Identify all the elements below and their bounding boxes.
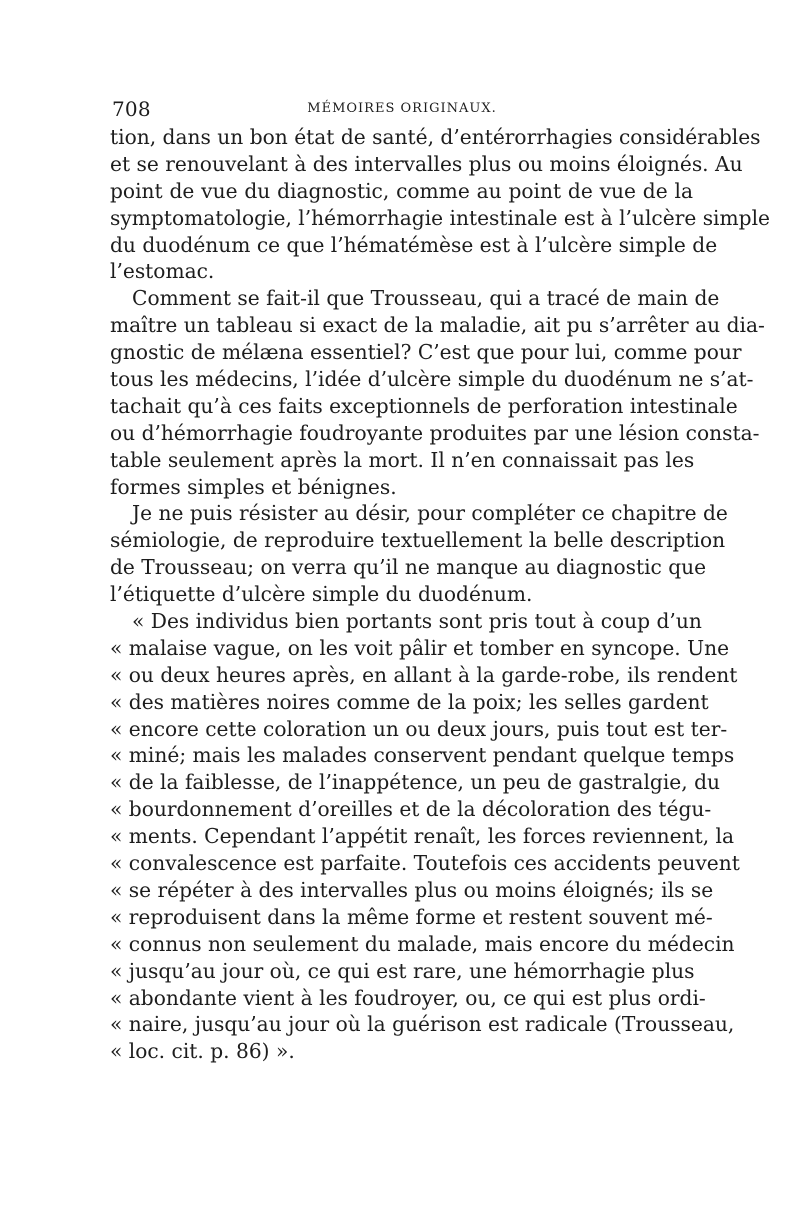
quote-line: « Des individus bien portants sont pris tout à coup d’un: [132, 609, 702, 634]
text-line: Je ne puis résister au désir, pour compléter ce chapitre de: [132, 501, 728, 526]
text-line: ou d’hémorrhagie foudroyante produites par une lésion consta-: [110, 420, 760, 445]
text-line: table seulement après la mort. Il n’en connaissait pas les: [110, 447, 695, 472]
running-head: MÉMOIRES ORIGINAUX.: [307, 101, 497, 116]
quote-line: « encore cette coloration un ou deux jours, puis tout est ter-: [110, 716, 728, 741]
quote-line: « des matières noires comme de la poix; les selles gardent: [110, 689, 709, 714]
quote-line: « abondante vient à les foudroyer, ou, ce qui est plus ordi-: [110, 985, 706, 1010]
page-header: [112, 97, 692, 121]
text-line: tion, dans un bon état de santé, d’entérorrhagies considérables: [110, 125, 761, 149]
body-text: [110, 124, 770, 1065]
quote-line: « bourdonnement d’oreilles et de la décoloration des tégu-: [110, 797, 712, 822]
text-line: l’étiquette d’ulcère simple du duodénum.: [110, 582, 533, 607]
quote-line: « convalescence est parfaite. Toutefois ces accidents peuvent: [110, 851, 740, 876]
quote-line: « se répéter à des intervalles plus ou moins éloignés; ils se: [110, 877, 714, 902]
text-line: l’estomac.: [110, 259, 215, 284]
text-line: sémiologie, de reproduire textuellement la belle description: [110, 528, 726, 553]
page-number: 708: [112, 97, 151, 121]
text-line: Comment se fait-il que Trousseau, qui a tracé de main de: [132, 286, 720, 311]
text-line: maître un tableau si exact de la maladie, ait pu s’arrêter au dia-: [110, 313, 765, 338]
quote-line: « ou deux heures après, en allant à la garde-robe, ils rendent: [110, 662, 738, 687]
text-line: de Trousseau; on verra qu’il ne manque au diagnostic que: [110, 555, 707, 580]
text-line: gnostic de mélæna essentiel? C’est que pour lui, comme pour: [110, 340, 742, 365]
quote-line: « malaise vague, on les voit pâlir et tomber en syncope. Une: [110, 635, 730, 660]
quote-line: « connus non seulement du malade, mais encore du médecin: [110, 931, 735, 956]
quote-line: « miné; mais les malades conservent pendant quelque temps: [110, 743, 735, 768]
quote-line: « jusqu’au jour où, ce qui est rare, une hémorrhagie plus: [110, 958, 695, 983]
text-line: formes simples et bénignes.: [110, 474, 397, 499]
quote-line: « de la faiblesse, de l’inappétence, un peu de gastralgie, du: [110, 770, 721, 795]
quote-line: « reproduisent dans la même forme et restent souvent mé-: [110, 904, 713, 929]
text-line: symptomatologie, l’hémorrhagie intestinale est à l’ulcère simple: [110, 205, 770, 230]
quote-line: « ments. Cependant l’appétit renaît, les forces reviennent, la: [110, 824, 735, 849]
text-line: tous les médecins, l’idée d’ulcère simple du duodénum ne s’at-: [110, 367, 754, 392]
quote-line: « naire, jusqu’au jour où la guérison est radicale (Trousseau,: [110, 1012, 735, 1037]
text-line: du duodénum ce que l’hématémèse est à l’ulcère simple de: [110, 232, 718, 257]
quote-line: « loc. cit. p. 86) ».: [110, 1039, 295, 1064]
text-line: et se renouvelant à des intervalles plus ou moins éloignés. Au: [110, 151, 743, 176]
text-line: tachait qu’à ces faits exceptionnels de perforation intestinale: [110, 393, 738, 418]
text-line: point de vue du diagnostic, comme au point de vue de la: [110, 178, 693, 203]
